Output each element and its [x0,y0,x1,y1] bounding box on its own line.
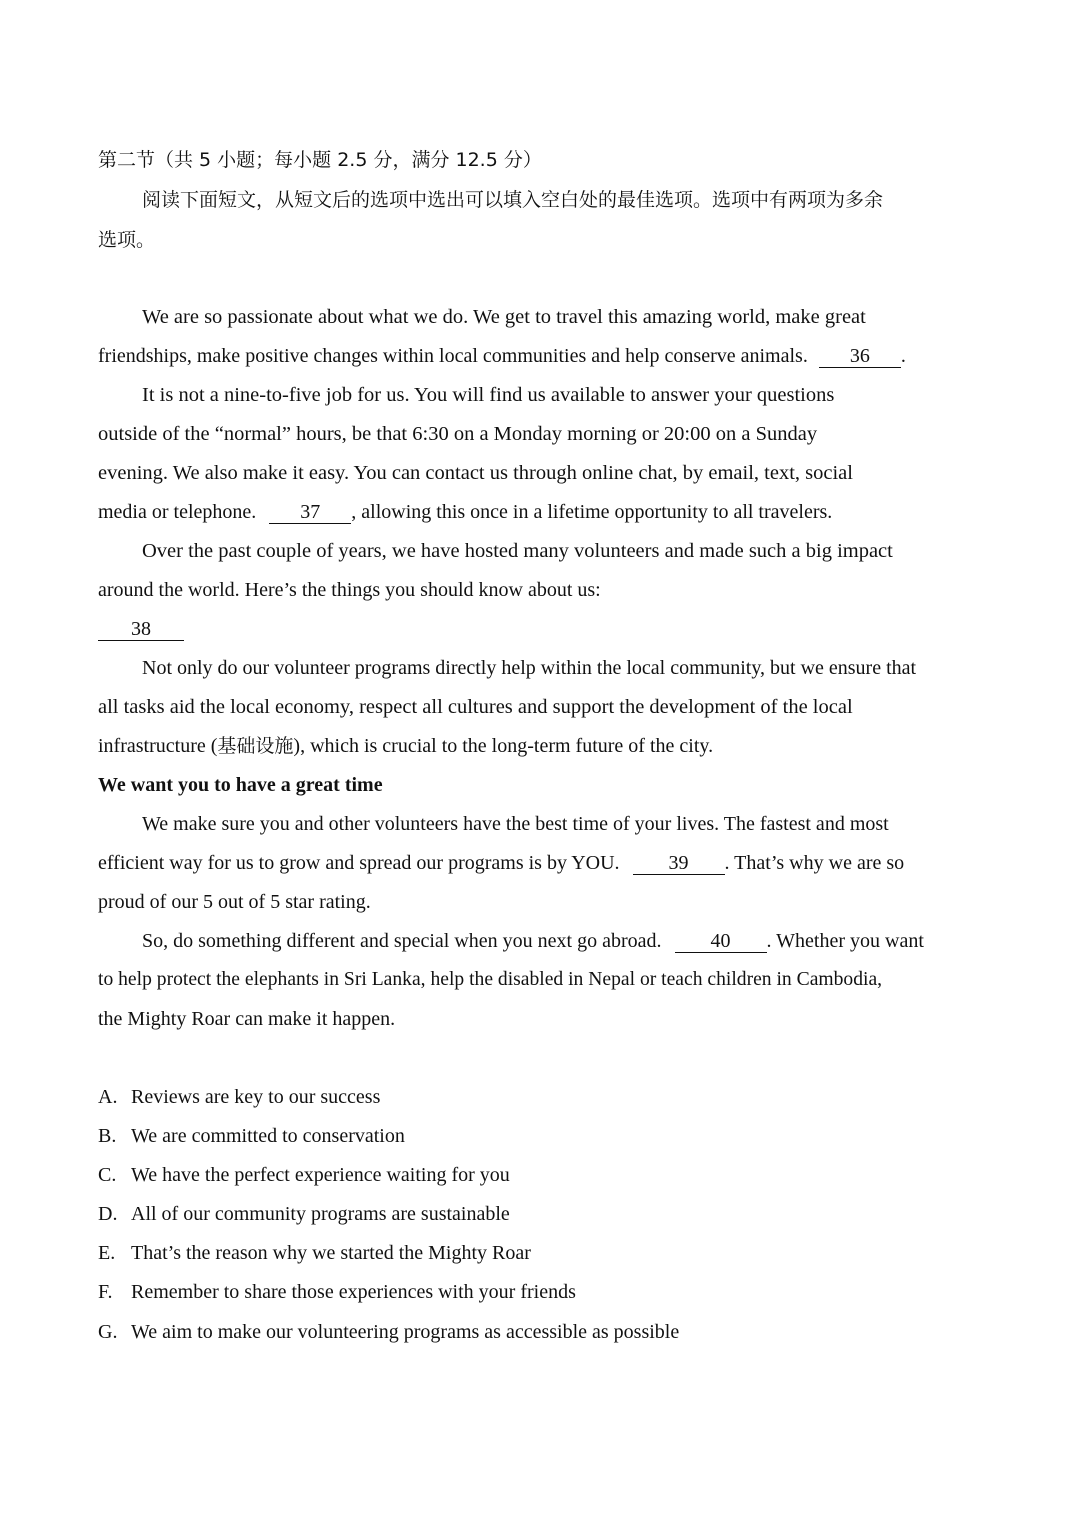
option-text: We are committed to conservation [131,1125,405,1147]
paragraph-4-pre-text: infrastructure ( [98,735,218,757]
option-text: Remember to share those experiences with your friends [131,1281,576,1303]
option-text: We aim to make our volunteering programs as accessible as possible [131,1321,680,1343]
instruction-line-1: 阅读下面短文，从短文后的选项中选出可以填入空白处的最佳选项。选项中有两项为多余 [142,189,884,211]
option-letter: E. [98,1242,116,1264]
blank-37: 37 [269,501,351,524]
blank-38-line [98,617,982,641]
option-e [98,1241,531,1265]
paragraph-1-line-2 [98,344,982,368]
option-f [98,1280,576,1304]
option-d [98,1202,510,1226]
paragraph-6-line-3: the Mighty Roar can make it happen. [98,1008,396,1030]
paragraph-4-cjk-gloss: 基础设施 [217,735,294,757]
option-text: All of our community programs are sustainable [131,1203,510,1225]
paragraph-2-pre-text: media or telephone. [98,501,257,523]
paragraph-5-post-text: . That’s why we are so [724,852,905,874]
option-text: Reviews are key to our success [131,1086,381,1108]
option-g [98,1320,679,1344]
option-letter: A. [98,1086,118,1108]
option-letter: G. [98,1321,118,1343]
paragraph-3-line-1: Over the past couple of years, we have hosted many volunteers and made such a big impact [142,540,893,562]
paragraph-5-pre-text: efficient way for us to grow and spread our programs is by YOU. [98,852,620,874]
paragraph-2-line-1: It is not a nine-to-five job for us. You will find us available to answer your questions [142,384,835,406]
blank-39: 39 [633,852,725,875]
section-heading: 第二节（共 5 小题；每小题 2.5 分，满分 12.5 分） [98,149,542,171]
option-c [98,1163,510,1187]
period: . [900,345,906,367]
paragraph-2-line-2: outside of the “normal” hours, be that 6:30 on a Monday morning or 20:00 on a Sunday [98,423,818,445]
blank-40: 40 [675,930,767,953]
option-letter: B. [98,1125,117,1147]
option-a [98,1085,380,1109]
paragraph-3-line-2: around the world. Here’s the things you should know about us: [98,579,601,601]
paragraph-1-line-1: We are so passionate about what we do. We get to travel this amazing world, make great [142,306,866,328]
paragraph-5-line-1: We make sure you and other volunteers have the best time of your lives. The fastest and most [142,813,889,835]
paragraph-6-pre-text: So, do something different and special when you next go abroad. [142,930,662,952]
paragraph-4-line-1: Not only do our volunteer programs directly help within the local community, but we ensure that [142,657,917,679]
instruction-line-2: 选项。 [98,229,156,251]
option-b [98,1124,405,1148]
paragraph-2-post-text: , allowing this once in a lifetime opportunity to all travelers. [351,501,833,523]
blank-38: 38 [98,618,184,641]
blank-36: 36 [819,345,901,368]
paragraph-6-line-2: to help protect the elephants in Sri Lanka, help the disabled in Nepal or teach children in Cambodia, [98,969,883,990]
paragraph-6-line-1 [142,929,982,953]
paragraph-4-line-3 [98,734,982,758]
option-letter: F. [98,1281,113,1303]
paragraph-2-line-3: evening. We also make it easy. You can contact us through online chat, by email, text, social [98,462,853,484]
paragraph-4-post-text: ), which is crucial to the long-term future of the city. [293,735,714,757]
option-letter: D. [98,1203,118,1225]
paragraph-1-text: friendships, make positive changes within local communities and help conserve animals. [98,345,808,367]
paragraph-5-line-3: proud of our 5 out of 5 star rating. [98,891,371,913]
subheading: We want you to have a great time [98,774,383,796]
paragraph-5-line-2 [98,851,982,875]
option-letter: C. [98,1164,117,1186]
option-text: That’s the reason why we started the Mighty Roar [131,1242,531,1264]
paragraph-4-line-2: all tasks aid the local economy, respect all cultures and support the development of the local [98,696,853,718]
paragraph-6-post-text: . Whether you want [766,930,924,952]
option-text: We have the perfect experience waiting for you [131,1164,510,1186]
paragraph-2-line-4 [98,500,982,524]
